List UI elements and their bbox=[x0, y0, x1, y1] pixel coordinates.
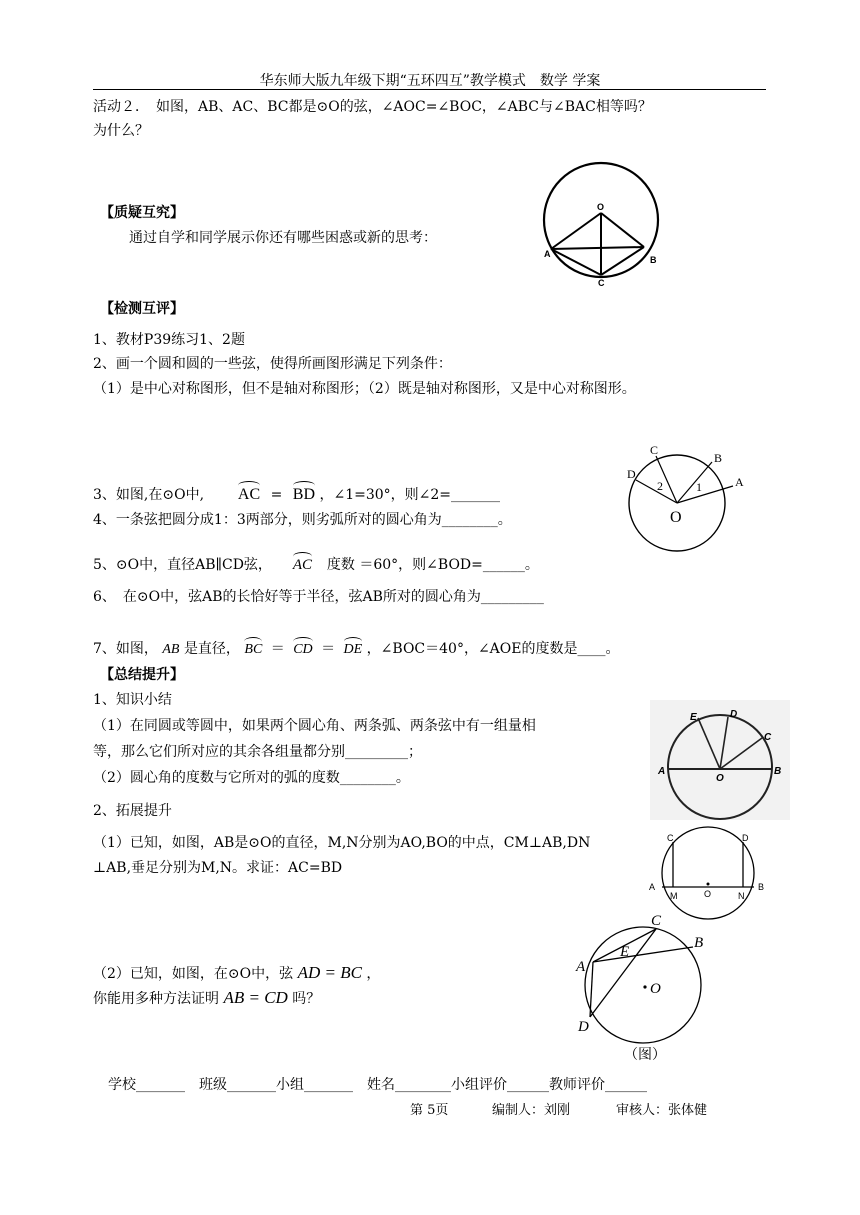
section-test-title: 【检测互评】 bbox=[100, 301, 184, 317]
p2-text-c: 你能用多种方法证明 bbox=[93, 991, 219, 1007]
summary-sub1: 1、知识小结 bbox=[93, 692, 172, 708]
fig5-label-e: E bbox=[620, 944, 630, 960]
fig4-label-o: O bbox=[704, 889, 712, 899]
fig5-label-a: A bbox=[576, 959, 586, 975]
summary-line3: （2）圆心角的度数与它所对的弧的度数________。 bbox=[93, 770, 410, 786]
q3-text-a: 3、如图,在⊙O中, bbox=[93, 487, 205, 503]
activity2-line1: 活动２． 如图，AB、AC、BC都是⊙O的弦，∠AOC=∠BOC，∠ABC与∠BAC相等吗？ bbox=[93, 99, 652, 115]
fig2-label-b: B bbox=[714, 451, 723, 465]
footer-fields: 学校_______ 班级_______小组_______ 姓名________小组评价______教师评价______ bbox=[108, 1077, 647, 1093]
fig2-label-2: 2 bbox=[657, 479, 663, 493]
summary-sub2: 2、拓展提升 bbox=[93, 803, 172, 819]
q5-arc-ac: AC bbox=[292, 557, 312, 573]
section-doubt-text: 通过自学和同学展示你还有哪些困惑或新的思考： bbox=[129, 230, 437, 246]
question-3 bbox=[93, 484, 500, 504]
problem2-line2 bbox=[93, 988, 320, 1008]
footer-page-number: 第 5页 bbox=[410, 1103, 449, 1118]
fig2-label-1: 1 bbox=[696, 480, 702, 494]
activity2-line2: 为什么？ bbox=[93, 123, 149, 139]
q7-text-b: 是直径， bbox=[183, 641, 240, 657]
fig4-label-n: N bbox=[738, 891, 745, 901]
fig5-label-b: B bbox=[694, 935, 704, 951]
question-7 bbox=[93, 638, 620, 658]
p2-text-d: 吗？ bbox=[292, 991, 321, 1007]
q3-arc-bd: BD bbox=[292, 486, 316, 503]
fig5-label-c: C bbox=[651, 913, 662, 929]
question-6: 6、 在⊙O中，弦AB的长恰好等于半径，弦AB所对的圆心角为_________ bbox=[93, 589, 544, 605]
summary-line2: 等，那么它们所对应的其余各组量都分别_________； bbox=[93, 744, 422, 760]
q5-text-a: 5、⊙O中，直径AB∥CD弦， bbox=[93, 557, 272, 573]
figure-circle-triangle bbox=[535, 160, 670, 290]
fig4-label-d: D bbox=[742, 833, 749, 843]
fig3-label-a: A bbox=[658, 766, 666, 777]
fig5-caption: （图） bbox=[624, 1047, 666, 1063]
p2-math-ab-cd: AB = CD bbox=[223, 988, 288, 1007]
header-rule bbox=[93, 89, 766, 90]
section-doubt-title: 【质疑互究】 bbox=[100, 205, 184, 221]
figure-diameter-arcs bbox=[650, 700, 790, 820]
fig3-label-d: D bbox=[730, 709, 738, 720]
q7-text-c: ，∠BOC＝40°，∠AOE的度数是____。 bbox=[366, 641, 620, 657]
question-4: 4、一条弦把圆分成1：3两部分，则劣弧所对的圆心角为________。 bbox=[93, 512, 512, 528]
figure-sector-angles bbox=[620, 438, 760, 563]
fig3-label-b: B bbox=[774, 766, 782, 777]
q5-text-b: 度数 ＝60°，则∠BOD=______。 bbox=[326, 557, 539, 573]
p2-text-b: ， bbox=[366, 966, 381, 982]
q7-eq-1: ＝ bbox=[270, 641, 285, 657]
fig5-label-d: D bbox=[578, 1019, 589, 1035]
problem1-line2: ⊥AB,垂足分别为M,N。求证：AC=BD bbox=[93, 860, 343, 876]
q7-arc-bc: BC bbox=[244, 642, 263, 657]
fig1-label-b: B bbox=[650, 255, 657, 265]
q7-arc-de: DE bbox=[343, 642, 363, 657]
p2-math-ad-bc: AD = BC bbox=[297, 963, 362, 982]
question-2: 2、画一个圆和圆的一些弦，使得所画图形满足下列条件： bbox=[93, 356, 452, 372]
fig1-label-c: C bbox=[598, 278, 605, 288]
page-header: 华东师大版九年级下期“五环四互”教学模式 数学 学案 bbox=[259, 73, 601, 89]
question-1: 1、教材P39练习1、2题 bbox=[93, 332, 245, 348]
problem1-line1: （1）已知，如图，AB是⊙O的直径，M,N分别为AO,BO的中点，CM⊥AB,DN bbox=[93, 835, 591, 851]
question-2-sub: （1）是中心对称图形，但不是轴对称图形；（2）既是轴对称图形，又是中心对称图形。 bbox=[93, 381, 636, 397]
fig4-label-m: M bbox=[670, 891, 678, 901]
footer-reviewer: 审核人：张体健 bbox=[616, 1103, 708, 1118]
fig4-label-c: C bbox=[667, 833, 674, 843]
section-summary-title: 【总结提升】 bbox=[100, 667, 184, 683]
q3-equals: = bbox=[270, 487, 283, 503]
summary-line1: （1）在同圆或等圆中，如果两个圆心角、两条弧、两条弦中有一组量相 bbox=[93, 718, 536, 734]
problem2-line1 bbox=[93, 963, 380, 983]
fig2-label-a: A bbox=[735, 475, 744, 489]
fig3-label-e: E bbox=[690, 712, 697, 723]
q7-text-a: 7、如图， bbox=[93, 641, 158, 657]
q3-arc-ac: AC bbox=[237, 486, 261, 503]
fig2-label-c: C bbox=[650, 443, 659, 457]
fig4-label-b: B bbox=[758, 882, 765, 892]
q7-eq-2: ＝ bbox=[321, 641, 336, 657]
fig1-label-o: O bbox=[597, 202, 605, 212]
fig3-label-o: O bbox=[716, 773, 724, 784]
q3-text-b: ，∠1=30°，则∠2=_______ bbox=[319, 487, 501, 503]
fig4-label-a: A bbox=[649, 882, 656, 892]
q7-ab: AB bbox=[162, 642, 180, 657]
p2-text-a: （2）已知，如图，在⊙O中，弦 bbox=[93, 966, 294, 982]
figure-chords bbox=[570, 905, 720, 1065]
q7-arc-cd: CD bbox=[293, 642, 313, 657]
fig3-label-c: C bbox=[764, 732, 772, 743]
fig2-label-d: D bbox=[627, 467, 636, 481]
fig5-label-o: O bbox=[650, 981, 661, 997]
fig1-label-a: A bbox=[544, 249, 551, 259]
fig2-label-o: O bbox=[670, 509, 682, 526]
question-5 bbox=[93, 554, 539, 574]
footer-editor: 编制人：刘刚 bbox=[492, 1103, 571, 1118]
